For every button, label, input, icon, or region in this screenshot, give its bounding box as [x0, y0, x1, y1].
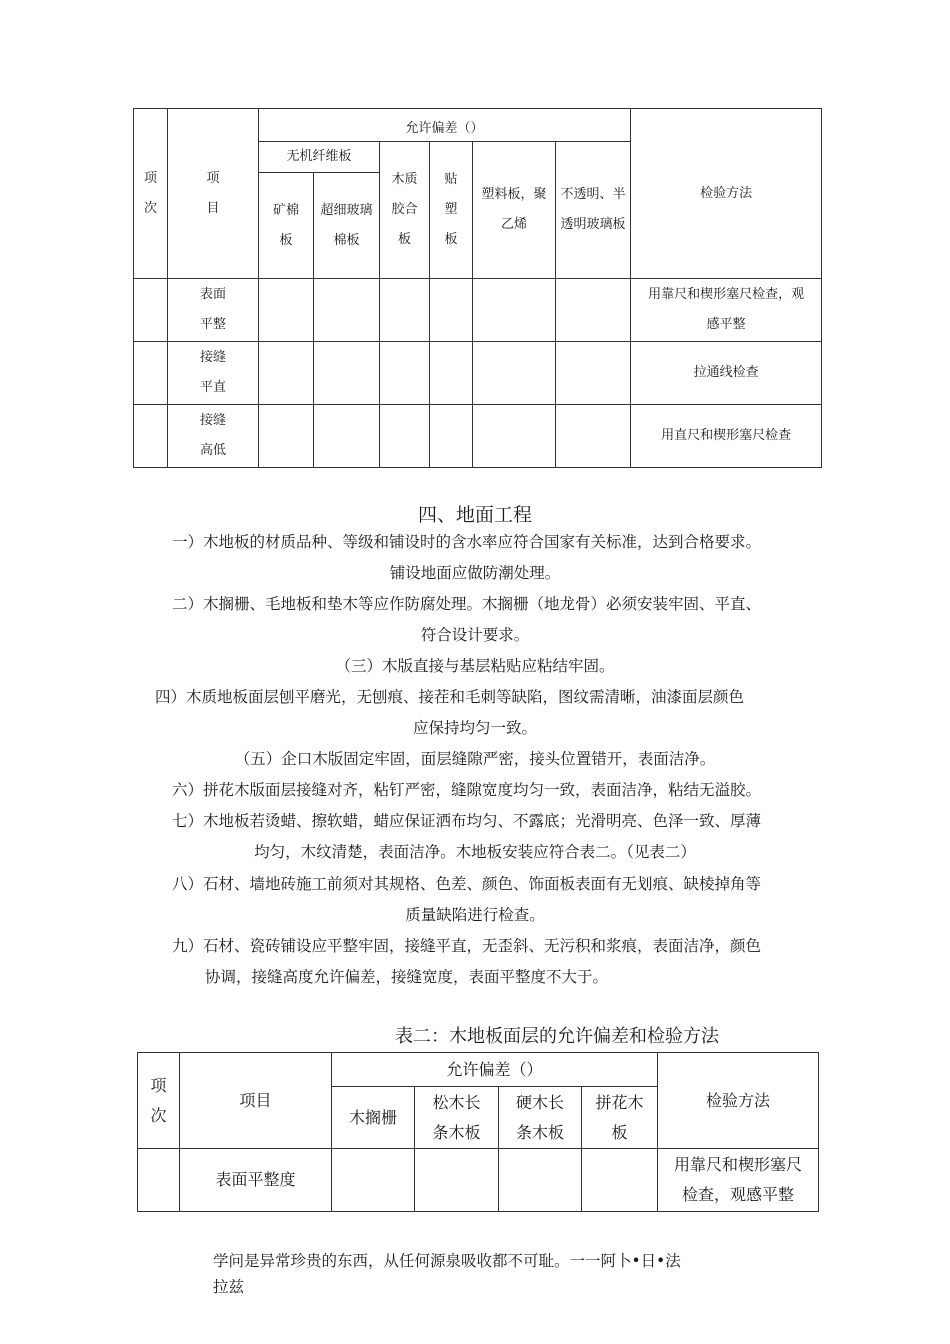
- paragraph-3: （三）木版直接与基层粘贴应粘结牢固。: [335, 657, 615, 675]
- wood-plywood-header: 木质胶合板: [380, 142, 430, 279]
- mineral-wool-header: 矿棉板: [259, 173, 314, 279]
- glass-header: 不透明、半透明玻璃板: [556, 142, 631, 279]
- row-method: 拉通线检查: [631, 342, 822, 405]
- row-method: 用直尺和楔形塞尺检查: [631, 405, 822, 468]
- paragraph-8-line-2: 质量缺陷进行检查。: [405, 906, 545, 924]
- row-item: 表面平整: [168, 279, 259, 342]
- quote-line-1: 学问是异常珍贵的东西，从任何源泉吸收都不可耻。一一阿卜•日•法: [213, 1252, 681, 1270]
- row-item: 接缝高低: [168, 405, 259, 468]
- deviation-header: 允许偏差（）: [332, 1053, 658, 1087]
- method-header: 检验方法: [631, 109, 822, 279]
- index-header: 项次: [134, 109, 168, 279]
- table-row: [134, 405, 822, 468]
- deviation-header: 允许偏差（）: [259, 109, 631, 142]
- table-row: [134, 279, 822, 342]
- row-method: 用靠尺和楔形塞尺检查，观感平整: [631, 279, 822, 342]
- parquet-header: 拼花木板: [582, 1087, 658, 1149]
- pine-header: 松木长条木板: [415, 1087, 499, 1149]
- joist-header: 木搁栅: [332, 1087, 415, 1149]
- table-row: [138, 1149, 819, 1212]
- plastic-laminate-header: 贴塑板: [430, 142, 473, 279]
- paragraph-6: 六）拼花木版面层接缝对齐，粘钉严密，缝隙宽度均匀一致，表面洁净，粘结无溢胶。: [172, 781, 762, 799]
- paragraph-4-line-1: 四）木质地板面层刨平磨光，无刨痕、接茬和毛刺等缺陷，图纹需清晰，油漆面层颜色: [155, 688, 745, 706]
- paragraph-5: （五）企口木版固定牢固，面层缝隙严密，接头位置错开，表面洁净。: [234, 750, 716, 768]
- paragraph-1-line-2: 铺设地面应做防潮处理。: [389, 564, 561, 582]
- paragraph-2-line-2: 符合设计要求。: [420, 626, 530, 644]
- paragraph-9-line-1: 九）石材、瓷砖铺设应平整牢固，接缝平直，无歪斜、无污积和浆痕，表面洁净，颜色: [172, 937, 762, 955]
- paragraph-8-line-1: 八）石材、墙地砖施工前须对其规格、色差、颜色、饰面板表面有无划痕、缺棱掉角等: [172, 875, 762, 893]
- paragraph-4-line-2: 应保持均匀一致。: [412, 719, 537, 737]
- section-title: 四、地面工程: [417, 504, 532, 526]
- row-item: 表面平整度: [180, 1149, 332, 1212]
- table2-caption: 表二：木地板面层的允许偏差和检验方法: [395, 1026, 719, 1047]
- quote-line-2: 拉兹: [213, 1278, 245, 1296]
- hardwood-header: 硬木长条木板: [499, 1087, 582, 1149]
- paragraph-2-line-1: 二）木搁栅、毛地板和垫木等应作防腐处理。木搁栅（地龙骨）必须安装牢固、平直、: [172, 595, 762, 613]
- paragraph-9-line-2: 协调，接缝高度允许偏差，接缝宽度，表面平整度不大于。: [205, 968, 609, 986]
- row-method: 用靠尺和楔形塞尺检查，观感平整: [658, 1149, 819, 1212]
- inorganic-fiber-header: 无机纤维板: [259, 142, 380, 173]
- glass-wool-header: 超细玻璃棉板: [314, 173, 380, 279]
- floor-deviation-table: [137, 1052, 819, 1212]
- paragraph-1-line-1: 一）木地板的材质品种、等级和铺设时的含水率应符合国家有关标准，达到合格要求。: [172, 533, 762, 551]
- item-header: 项目: [168, 109, 259, 279]
- paragraph-7-line-2: 均匀，木纹清楚，表面洁净。木地板安装应符合表二。（见表二）: [254, 843, 696, 861]
- table-row: [134, 342, 822, 405]
- index-header: 项次: [138, 1053, 180, 1149]
- item-header: 项目: [180, 1053, 332, 1149]
- ceiling-deviation-table: [133, 108, 822, 468]
- row-item: 接缝平直: [168, 342, 259, 405]
- method-header: 检验方法: [658, 1053, 819, 1149]
- plastic-pe-header: 塑料板，聚乙烯: [473, 142, 556, 279]
- paragraph-7-line-1: 七）木地板若烫蜡、擦软蜡，蜡应保证洒布均匀、不露底；光滑明亮、色泽一致、厚薄: [172, 812, 762, 830]
